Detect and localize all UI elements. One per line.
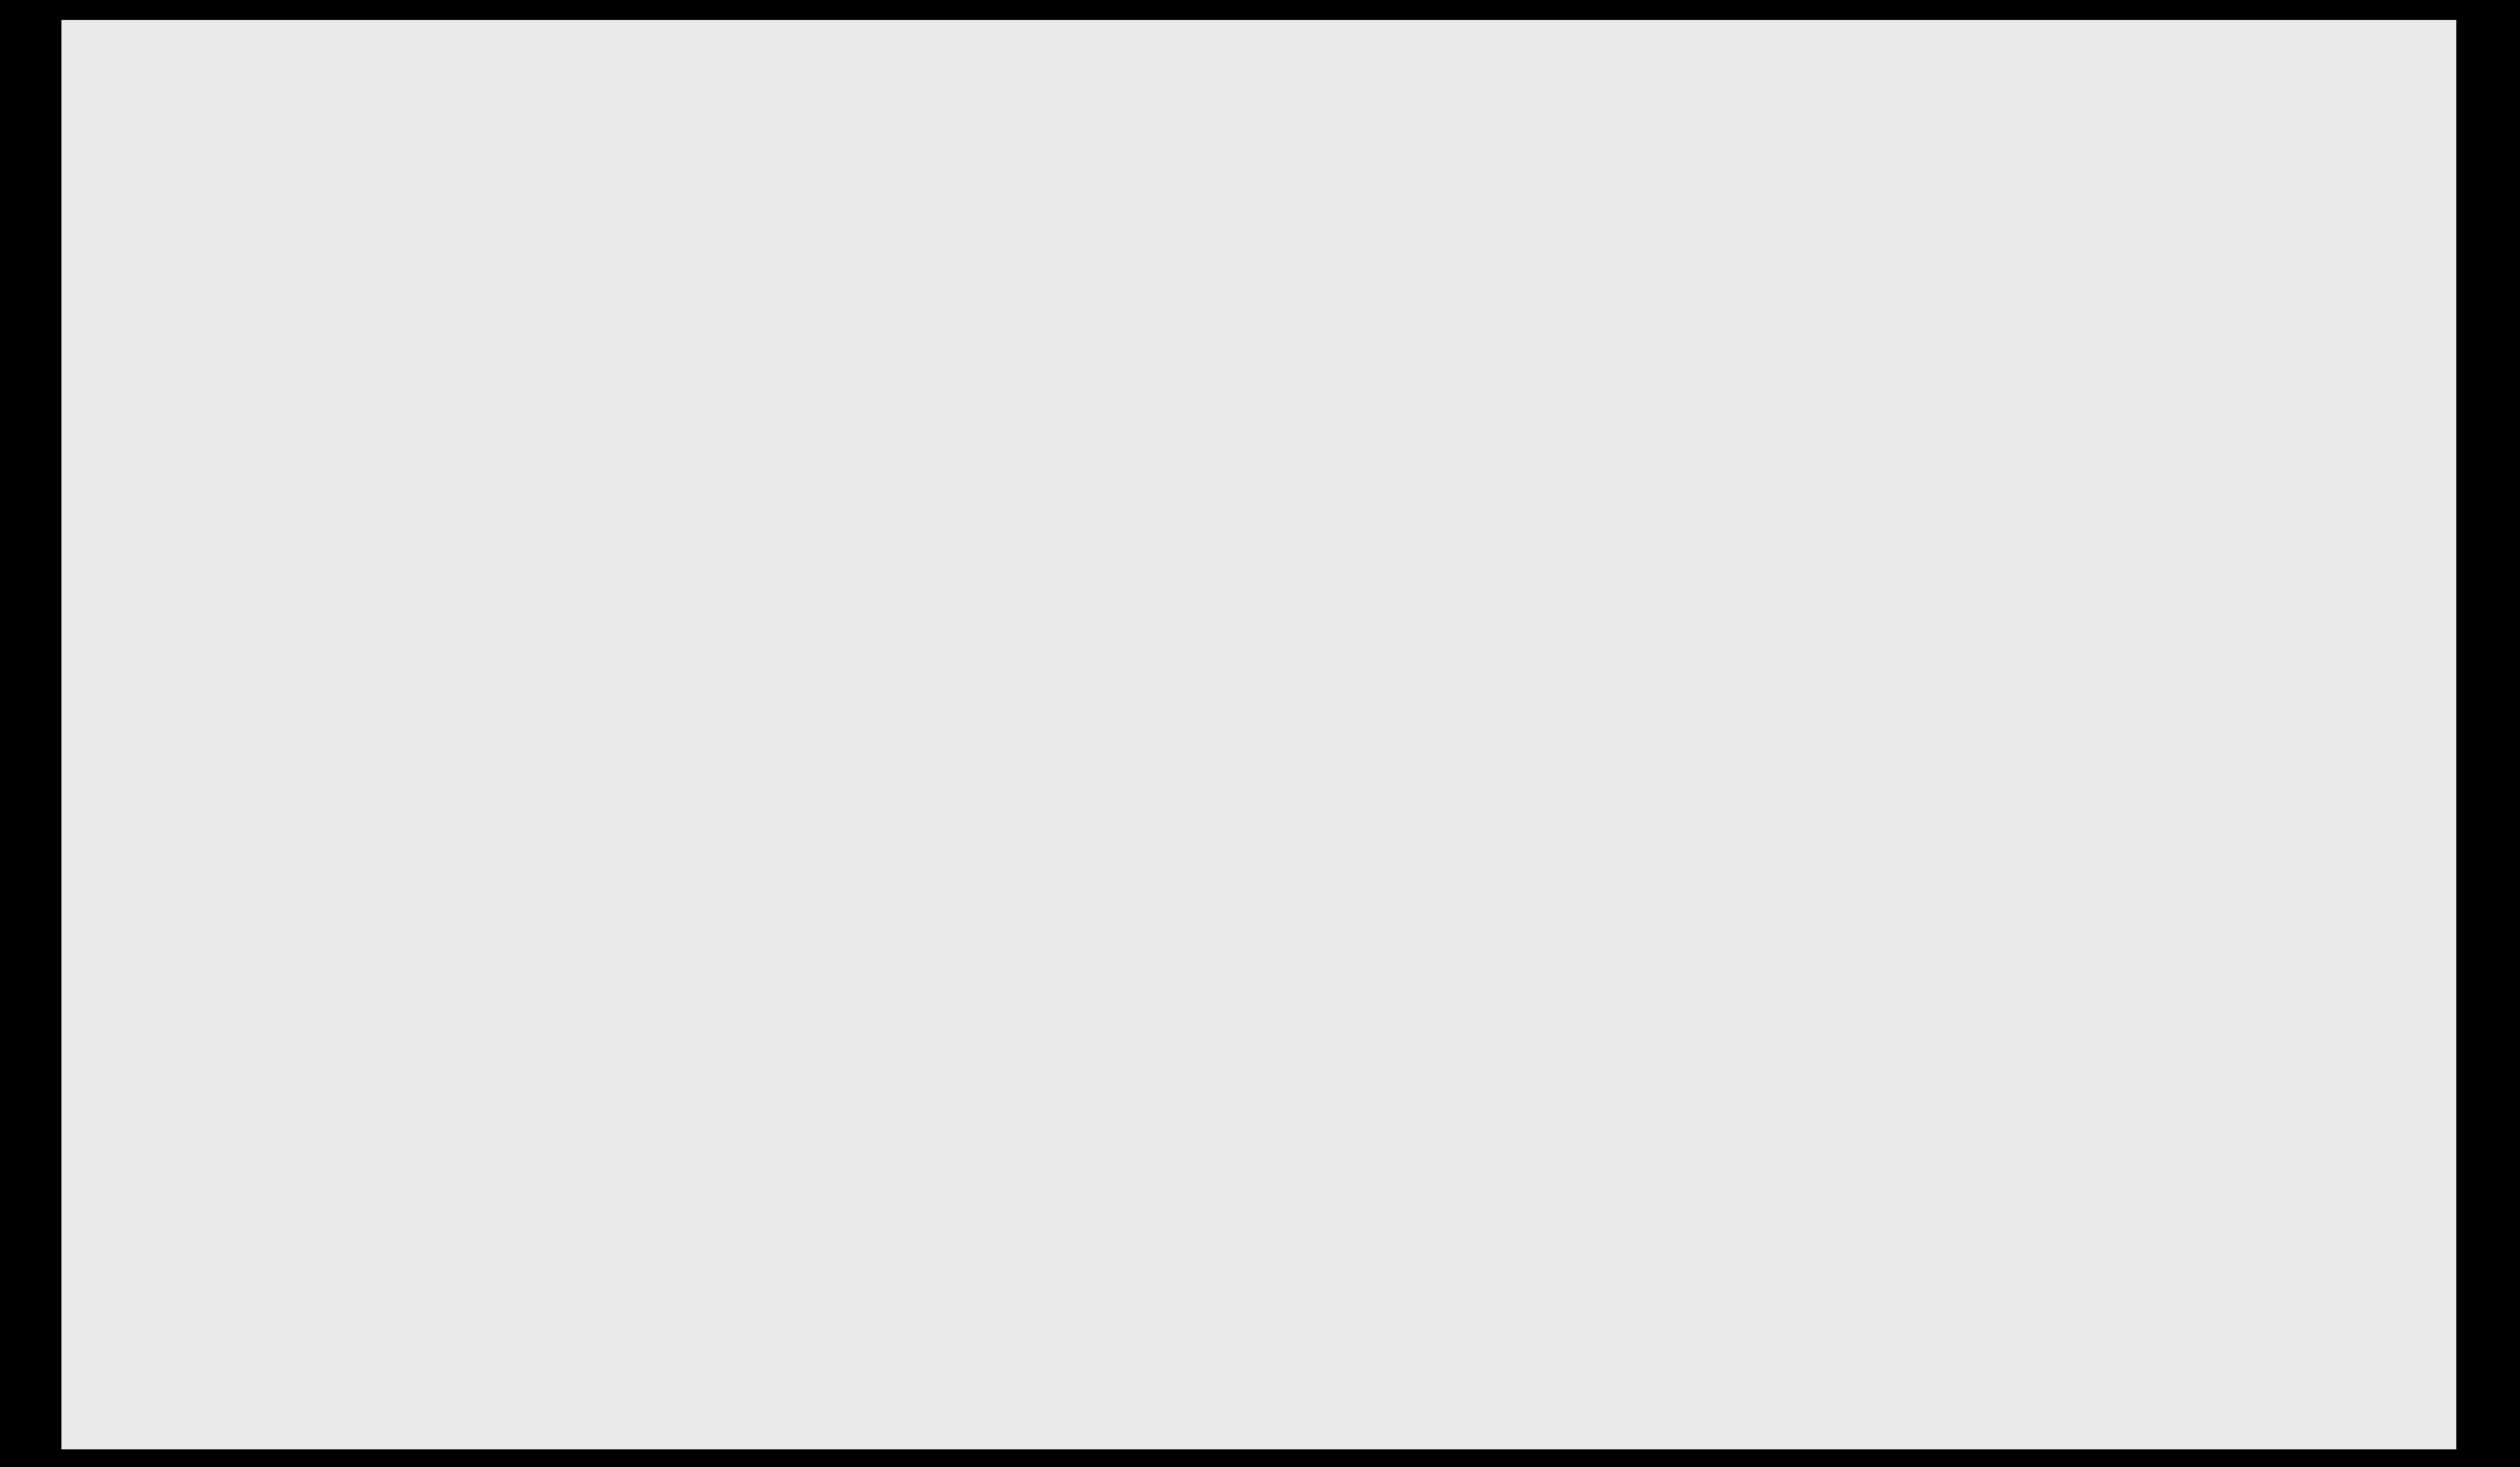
paper-sheet <box>61 20 2456 1449</box>
